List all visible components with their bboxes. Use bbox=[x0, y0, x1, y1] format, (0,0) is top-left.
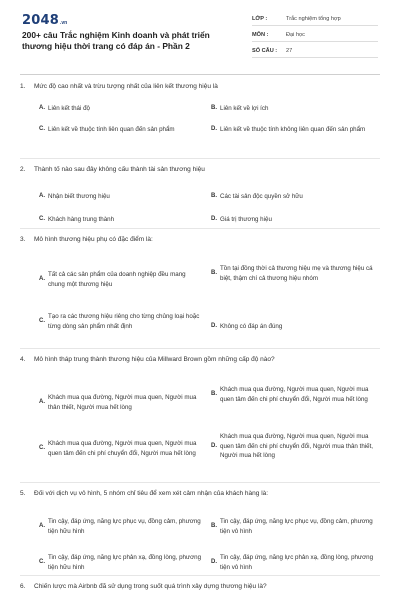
meta-row-count bbox=[252, 44, 378, 58]
meta-value: Đại học bbox=[286, 31, 305, 38]
question-prompt: Thành tố nào sau đây không cấu thành tài sản thương hiệu bbox=[34, 166, 205, 173]
question-divider bbox=[20, 482, 380, 483]
option-letter: B. bbox=[211, 193, 217, 199]
logo-domain: .vn bbox=[59, 20, 68, 26]
option-a[interactable] bbox=[39, 192, 209, 202]
option-letter: A. bbox=[39, 398, 45, 405]
option-text: Tin cậy, đáp ứng, năng lực phản xạ, đồng lòng, phương tiện hữu hình bbox=[48, 554, 202, 571]
option-c[interactable] bbox=[39, 553, 204, 572]
question-divider bbox=[20, 228, 380, 229]
question-number: 5. bbox=[20, 490, 26, 497]
question-divider bbox=[20, 575, 380, 576]
option-letter: C. bbox=[39, 444, 45, 451]
option-text: Không có đáp án đúng bbox=[220, 323, 283, 330]
logo-text: 2048 bbox=[22, 13, 59, 28]
option-text: Tạo ra các thương hiệu riêng cho từng chủng loại hoặc từng dòng sản phẩm nhất định bbox=[48, 313, 200, 330]
option-letter: C. bbox=[39, 558, 45, 565]
question-text bbox=[20, 235, 380, 244]
meta-table bbox=[252, 12, 378, 60]
header-divider bbox=[20, 74, 380, 75]
option-text: Khách hàng trung thành bbox=[48, 216, 115, 223]
option-text: Tồn tại đồng thời cả thương hiệu mẹ và thương hiệu cá biệt, thậm chí cả thương hiệu nhóm bbox=[220, 265, 373, 282]
option-letter: D. bbox=[211, 442, 217, 449]
option-d[interactable] bbox=[211, 553, 381, 572]
meta-label: LỚP : bbox=[252, 15, 268, 22]
question-number: 1. bbox=[20, 83, 26, 90]
option-letter: D. bbox=[211, 558, 217, 565]
option-c[interactable] bbox=[39, 439, 207, 458]
option-b[interactable] bbox=[211, 517, 381, 536]
question-text bbox=[20, 82, 380, 91]
option-text: Khách mua qua đường, Người mua quen, Người mua quen tâm đến chi phí chuyển đổi, Người mua hết lòng bbox=[220, 386, 369, 403]
question-3 bbox=[20, 235, 380, 330]
meta-row-class bbox=[252, 12, 378, 26]
option-letter: B. bbox=[211, 269, 217, 276]
question-text bbox=[20, 582, 380, 591]
option-text: Tin cậy, đáp ứng, năng lực phản xạ, đồng lòng, phương tiện vô hình bbox=[220, 554, 374, 571]
option-letter: A. bbox=[39, 105, 45, 111]
option-d[interactable] bbox=[211, 432, 381, 461]
option-letter: B. bbox=[211, 390, 217, 397]
option-b[interactable] bbox=[211, 192, 381, 202]
question-number: 4. bbox=[20, 356, 26, 363]
option-a[interactable] bbox=[39, 517, 204, 536]
question-number: 3. bbox=[20, 236, 26, 243]
option-text: Liên kết về thuộc tính liên quan đến sản phẩm bbox=[48, 126, 175, 133]
option-b[interactable] bbox=[211, 104, 381, 114]
option-text: Liên kết thái độ bbox=[48, 105, 90, 112]
question-divider bbox=[20, 348, 380, 349]
document-header bbox=[0, 0, 400, 76]
question-4 bbox=[20, 355, 380, 459]
question-number: 6. bbox=[20, 583, 26, 590]
option-text: Giá trị thương hiệu bbox=[220, 216, 272, 223]
option-d[interactable] bbox=[211, 125, 381, 135]
option-letter: C. bbox=[39, 317, 45, 324]
option-text: Khách mua qua đường, Người mua quen, Người mua quen tâm đến chi phí chuyển đổi, Người mua thân thiết, Người mua hết lòng bbox=[220, 433, 374, 459]
option-c[interactable] bbox=[39, 312, 207, 331]
meta-value: Trắc nghiệm tổng hợp bbox=[286, 15, 341, 22]
option-b[interactable] bbox=[211, 385, 381, 404]
option-c[interactable] bbox=[39, 125, 204, 135]
option-b[interactable] bbox=[211, 264, 381, 283]
question-prompt: Mô hình thương hiệu phụ có đặc điểm là: bbox=[34, 236, 153, 243]
option-text: Liên kết về thuộc tính không liên quan đến sản phẩm bbox=[220, 126, 366, 133]
question-6 bbox=[20, 582, 380, 591]
option-letter: D. bbox=[211, 126, 217, 132]
option-letter: D. bbox=[211, 323, 217, 329]
meta-label: SỐ CÂU : bbox=[252, 47, 278, 54]
option-letter: A. bbox=[39, 275, 45, 282]
question-text bbox=[20, 165, 380, 174]
option-d[interactable] bbox=[211, 322, 381, 332]
option-letter: B. bbox=[211, 105, 217, 111]
option-text: Liên kết về lợi ích bbox=[220, 105, 269, 112]
question-2 bbox=[20, 165, 380, 223]
meta-value: 27 bbox=[286, 47, 293, 54]
document-title: 200+ câu Trắc nghiệm Kinh doanh và phát triển thương hiệu thời trang có đáp án - Phần 2 bbox=[22, 30, 210, 51]
option-a[interactable] bbox=[39, 104, 209, 114]
question-prompt: Đối với dịch vụ vô hình, 5 nhóm chỉ tiêu để xem xét cảm nhận của khách hàng là: bbox=[34, 490, 269, 497]
question-text bbox=[20, 489, 380, 498]
option-a[interactable] bbox=[39, 270, 204, 289]
option-text: Nhận biết thương hiệu bbox=[48, 193, 110, 200]
question-5 bbox=[20, 489, 380, 571]
option-letter: A. bbox=[39, 522, 45, 529]
option-text: Tin cậy, đáp ứng, năng lực phục vụ, đồng cảm, phương tiện vô hình bbox=[220, 518, 373, 535]
option-d[interactable] bbox=[211, 215, 381, 225]
option-letter: B. bbox=[211, 522, 217, 529]
question-prompt: Chiến lược mà Airbnb đã sử dụng trong suốt quá trình xây dựng thương hiệu là? bbox=[34, 583, 267, 590]
option-c[interactable] bbox=[39, 215, 209, 225]
question-1 bbox=[20, 82, 380, 133]
option-text: Tin cậy, đáp ứng, năng lực phục vụ, đồng cảm, phương tiện hữu hình bbox=[48, 518, 201, 535]
meta-row-subject bbox=[252, 28, 378, 42]
meta-label: MÔN : bbox=[252, 31, 269, 38]
option-text: Khách mua qua đường, Người mua quen, Người mua quen tâm đến chi phí chuyển đổi, Người mua hết lòng bbox=[48, 440, 197, 457]
option-letter: C. bbox=[39, 126, 45, 132]
option-text: Tất cả các sản phẩm của doanh nghiệp đều mang chung một thương hiệu bbox=[48, 271, 186, 288]
option-text: Khách mua qua đường, Người mua quen, Người mua thân thiết, Người mua hết lòng bbox=[48, 394, 197, 411]
question-divider bbox=[20, 158, 380, 159]
option-text: Các tài sản độc quyền sở hữu bbox=[220, 193, 303, 200]
question-prompt: Mô hình tháp trung thành thương hiệu của Millward Brown gồm những cấp độ nào? bbox=[34, 356, 275, 363]
question-prompt: Mức độ cao nhất và trừu tượng nhất của liên kết thương hiệu là bbox=[34, 83, 218, 90]
option-letter: A. bbox=[39, 193, 45, 199]
site-logo[interactable] bbox=[22, 13, 67, 28]
question-number: 2. bbox=[20, 166, 26, 173]
option-a[interactable] bbox=[39, 393, 209, 412]
question-text bbox=[20, 355, 380, 364]
option-letter: D. bbox=[211, 216, 217, 222]
option-letter: C. bbox=[39, 216, 45, 222]
